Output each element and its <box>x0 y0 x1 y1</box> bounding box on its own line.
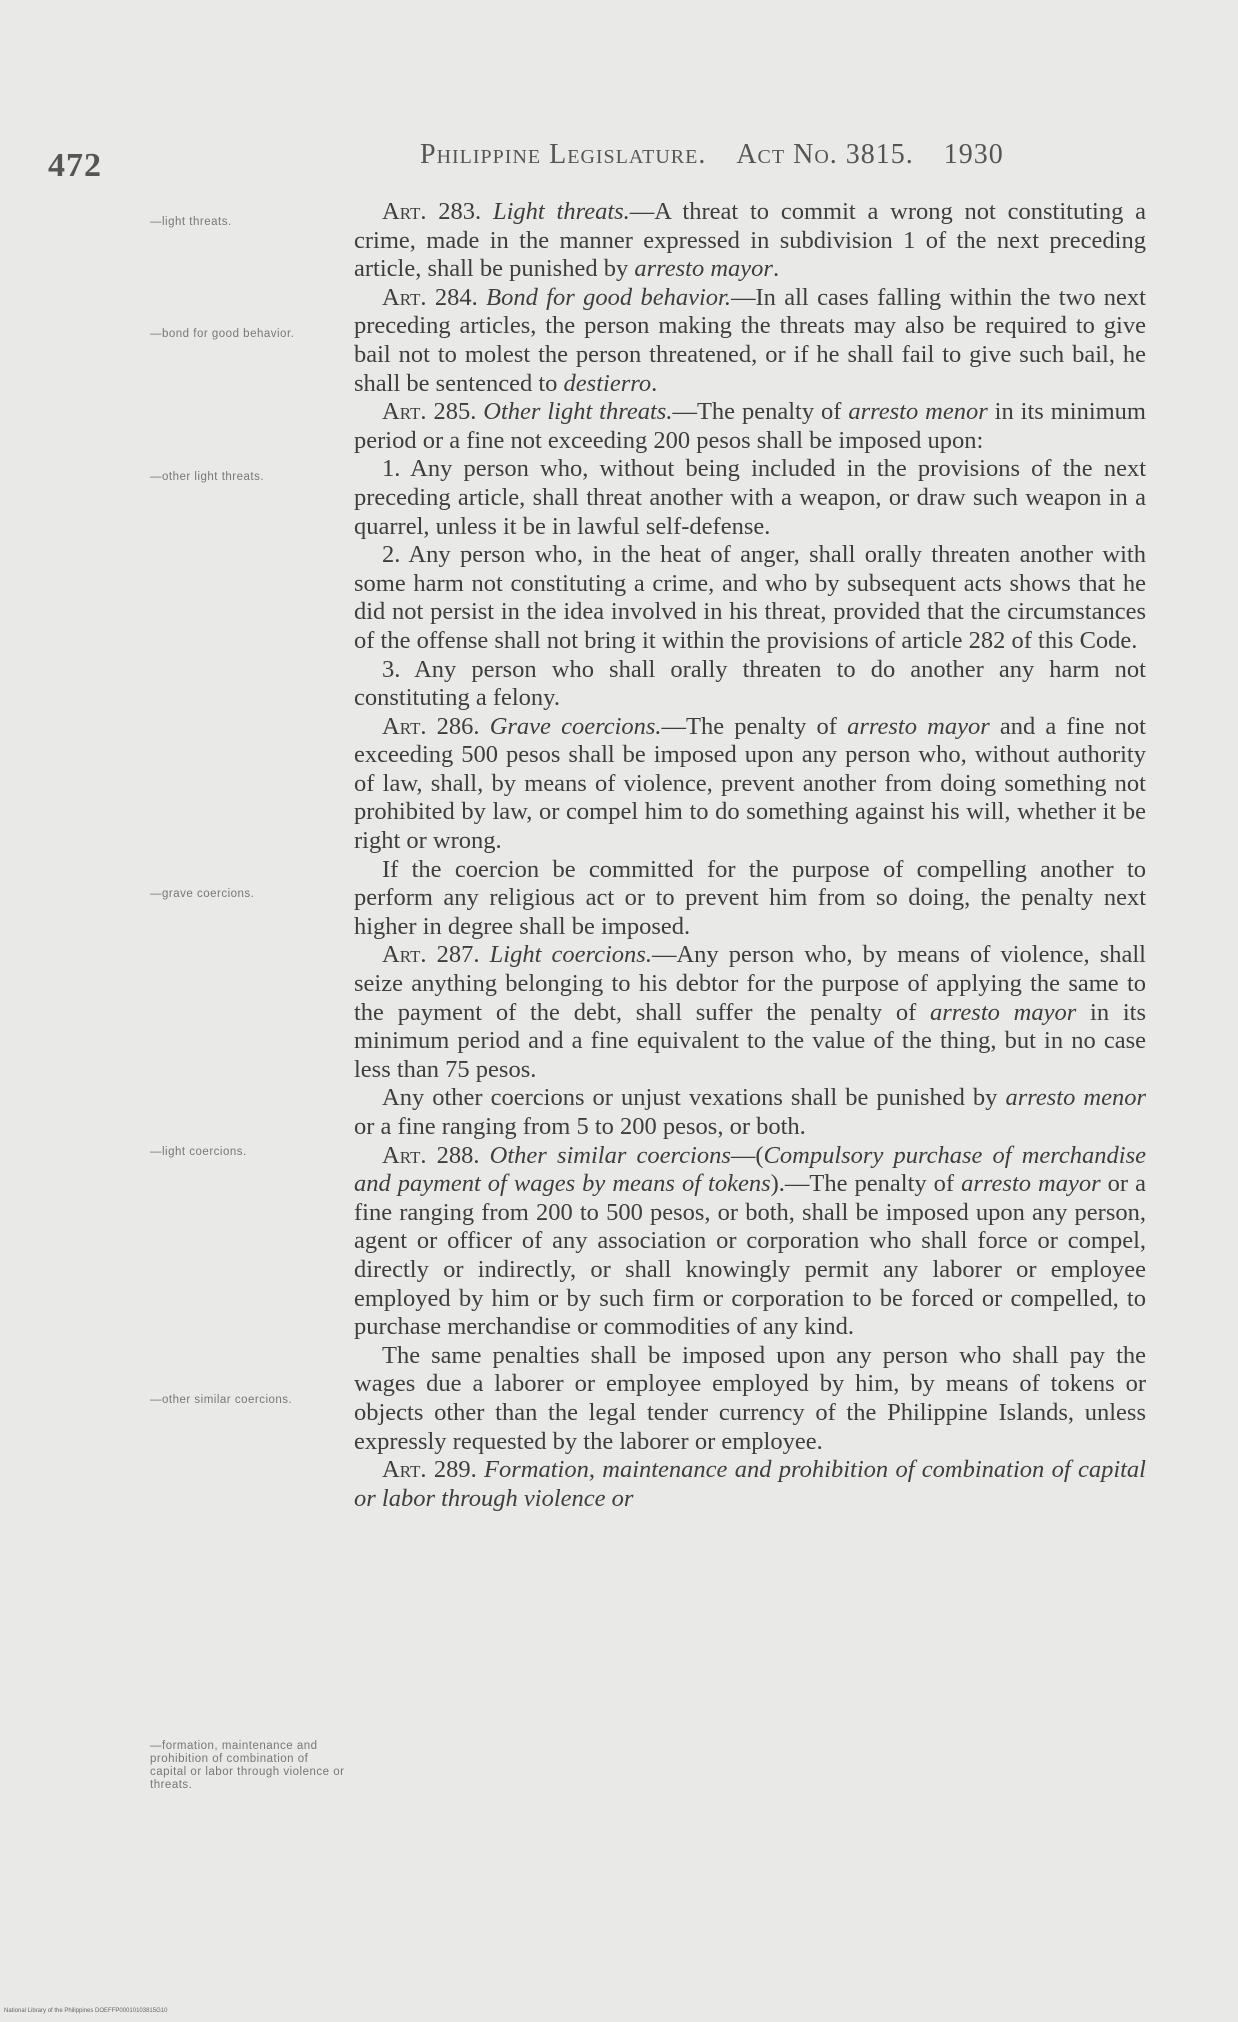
margin-note-other-light-threats: —other light threats. <box>150 471 265 483</box>
article-285 <box>354 398 1146 455</box>
article-285-item-1: 1. Any person who, without being included in the provisions of the next preceding article, shall threat another with a weapon, or draw such weapon in a quarrel, unless it be in lawful self-defense. <box>354 455 1146 540</box>
article-285-label: Art. 285. <box>382 398 477 426</box>
article-283 <box>354 198 1146 284</box>
article-287-para2-a: Any other coercions or unjust vexations shall be punished by <box>382 1084 1006 1112</box>
margin-note-light-threats: —light threats. <box>150 216 232 228</box>
article-289 <box>354 1456 1146 1513</box>
article-289-title: Formation, maintenance and prohibition of combination of capital or labor through violence or <box>354 1456 1146 1512</box>
article-288-text2: or a fine ranging from 200 to 500 pesos, or both, shall be imposed upon any person, agent or officer of any association or corporation who shall force or compel, directly or indirectly, or shall knowingly permit any laborer or employee employed by him or by such firm or corporation to be forced or compelled, to purchase merchandise or commodities of any kind. <box>354 1170 1146 1341</box>
article-283-title: Light threats. <box>492 198 630 225</box>
article-284-label: Art. 284. <box>382 283 478 311</box>
article-289-label: Art. 289. <box>382 1456 477 1484</box>
article-288-para-2: The same penalties shall be imposed upon any person who shall pay the wages due a laborer or employee employed by him, by means of tokens or objects other than the legal tender currency of the Philippine Islands, unless expressly requested by the laborer or employee. <box>354 1341 1146 1455</box>
article-287-term: arresto mayor <box>930 998 1077 1026</box>
article-285-title: Other light threats. <box>483 398 673 426</box>
margin-note-grave-coercions: —grave coercions. <box>150 888 255 900</box>
article-286-text1: —The penalty of <box>661 712 848 740</box>
page-number: 472 <box>48 147 102 184</box>
article-286-label: Art. 286. <box>382 712 480 740</box>
article-285-item-2: 2. Any person who, in the heat of anger, shall orally threaten another with some harm not constituting a crime, and who by subsequent acts shows that he did not persist in the idea involved in his threat, provided that the circumstances of the offense shall not bring it within the provisions of article 282 of this Code. <box>354 541 1146 654</box>
article-287-text1: —Any person who, by means of violence, shall seize anything belonging to his debtor for the purpose of applying the same to the payment of the debt, shall suffer the penalty of <box>354 941 1146 1026</box>
article-284 <box>354 284 1146 398</box>
article-288-title: Other similar coercions <box>489 1141 731 1169</box>
article-288 <box>354 1142 1146 1342</box>
margin-note-bond-good-behavior: —bond for good behavior. <box>150 328 295 340</box>
running-head-year: 1930 <box>943 139 1004 170</box>
article-286-para-2: If the coercion be committed for the purpose of compelling another to perform any religious act or to prevent him from so doing, the penalty next higher in degree shall be imposed. <box>354 855 1146 940</box>
article-286-title: Grave coercions. <box>489 712 662 740</box>
article-285-item-3: 3. Any person who shall orally threaten to do another any harm not constituting a felony. <box>354 655 1146 712</box>
article-284-term: destierro <box>563 369 652 397</box>
running-head <box>420 139 1100 171</box>
article-287-para-2 <box>354 1084 1146 1141</box>
footer-credit: National Library of the Philippines DOEFFP00010103815G10 <box>4 2008 168 2014</box>
article-288-subtitle-open: —( <box>730 1141 764 1169</box>
article-284-end: . <box>651 369 658 397</box>
article-283-term: arresto mayor <box>634 255 773 283</box>
margin-note-other-similar-coercions: —other similar coercions. <box>150 1394 293 1406</box>
article-288-label: Art. 288. <box>382 1141 480 1169</box>
article-285-term: arresto menor <box>848 398 988 426</box>
article-286-term: arresto mayor <box>847 712 990 740</box>
article-287-para2-b: or a fine ranging from 5 to 200 pesos, or both. <box>354 1113 806 1140</box>
article-287-label: Art. 287. <box>382 941 480 969</box>
article-287-text2: in its minimum period and a fine equivalent to the value of the thing, but in no case less than 75 pesos. <box>354 998 1146 1083</box>
article-283-label: Art. 283. <box>382 198 482 225</box>
article-284-text: —In all cases falling within the two next preceding articles, the person making the threats may also be required to give bail not to molest the person threatened, or if he shall fail to give such bail, he shall be sentenced to <box>354 283 1146 397</box>
margin-note-light-coercions: —light coercions. <box>150 1146 247 1158</box>
article-288-text1: —The penalty of <box>784 1170 962 1198</box>
article-283-end: . <box>772 255 780 283</box>
article-286 <box>354 713 1146 856</box>
article-285-text1: —The penalty of <box>672 398 849 426</box>
article-287-title: Light coercions. <box>489 941 652 969</box>
body-text <box>354 198 1146 1513</box>
article-288-subtitle-close: ). <box>770 1170 785 1198</box>
article-287 <box>354 941 1146 1084</box>
article-288-subtitle: Compulsory purchase of merchandise and payment of wages by means of tokens <box>354 1141 1146 1198</box>
running-head-legislature: Philippine Legislature. <box>420 139 707 170</box>
article-283-text: —A threat to commit a wrong not constituting a crime, made in the manner expressed in subdivision 1 of the next preceding article, shall be punished by <box>354 198 1146 283</box>
article-288-term: arresto mayor <box>961 1170 1101 1198</box>
article-287-para2-term: arresto menor <box>1005 1084 1146 1112</box>
margin-note-formation-combination: —formation, maintenance and prohibition of combination of capital or labor through violence or threats. <box>150 1740 345 1791</box>
article-284-title: Bond for good behavior. <box>486 283 731 311</box>
article-285-text2: in its minimum period or a fine not exceeding 200 pesos shall be imposed upon: <box>354 398 1146 454</box>
article-286-text2: and a fine not exceeding 500 pesos shall be imposed upon any person who, without authority of law, shall, by means of violence, prevent another from doing something not prohibited by law, or compel him to do something against his will, whether it be right or wrong. <box>354 712 1146 855</box>
running-head-act: Act No. 3815. <box>736 139 914 170</box>
